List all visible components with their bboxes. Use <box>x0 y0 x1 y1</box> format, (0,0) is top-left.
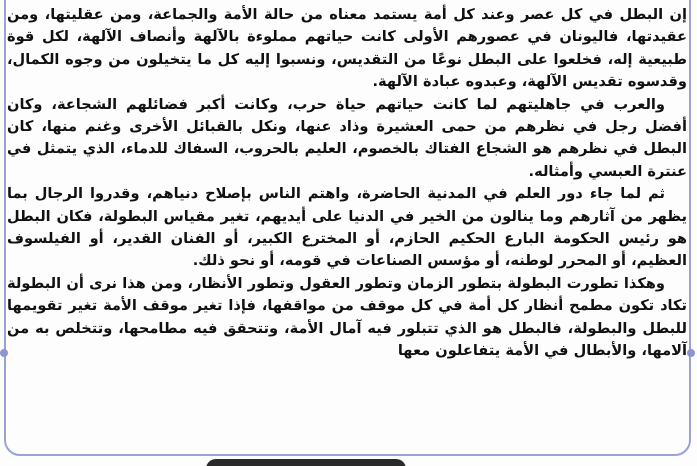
article-body <box>7 4 687 363</box>
paragraph-2: والعرب في جاهليتهم لما كانت حياتهم حياة حرب، وكانت أكبر فضائلهم الشجاعة، وكان أفضل رجل في نظرهم من حمى العشيرة وذاد عنها، ونكل بالقبائل الأخرى وغنم منها، كان البطل في نظرهم هو الشجاع الفتاك بالخصوم، العليم بالحروب، السفاك للدماء، الذي يتمثل في عنترة العبسي وأمثاله. <box>7 95 687 180</box>
bottom-tab <box>206 459 406 466</box>
paragraph-3: ثم لما جاء دور العلم في المدنية الحاضرة، واهتم الناس بإصلاح دنياهم، وقدروا الرجال بما يظهر من آثارهم وما ينالون من الخير في الدنيا على أيديهم، تغير مقياس البطولة، فكان البطل هو رئيس الحكومة البارع الحكيم الحازم، أو المخترع الكبير، أو الفنان القدير، أو الفيلسوف العظيم، أو المحرر لوطنه، أو مؤسس الصناعات في قومه، أو نحو ذلك. <box>7 185 687 270</box>
paragraph-4: وهكذا تطورت البطولة بتطور الزمان وتطور العقول وتطور الأنظار، ومن هذا نرى أن البطولة تكاد تكون مطمح أنظار كل أمة في كل موقف من مواقفها، فإذا تغير موقف الأمة تغير تقويمها للبطل والبطولة، فالبطل هو الذي تتبلور فيه آمال الأمة، وتتحقق فيه مطامحها، وتتخلص به من آلامها، والأبطال في الأمة يتفاعلون معها <box>7 274 687 360</box>
paragraph-1: إن البطل في كل عصر وعند كل أمة يستمد معناه من حالة الأمة والجماعة، ومن عقليتها، ومن عقيدتها، فاليونان في عصورهم الأولى كانت حياتهم مملوءة بالآلهة وأنصاف الآلهة، لكل قوة طبيعية إله، فخلعوا على البطل نوعًا من التقديس، ونسبوا إليه كل ما يتخيلون من وجوه الكمال، وقدسوه تقديس الآلهة، وعبدوه عبادة الآلهة. <box>7 6 687 91</box>
frame-dot-right <box>687 349 695 357</box>
